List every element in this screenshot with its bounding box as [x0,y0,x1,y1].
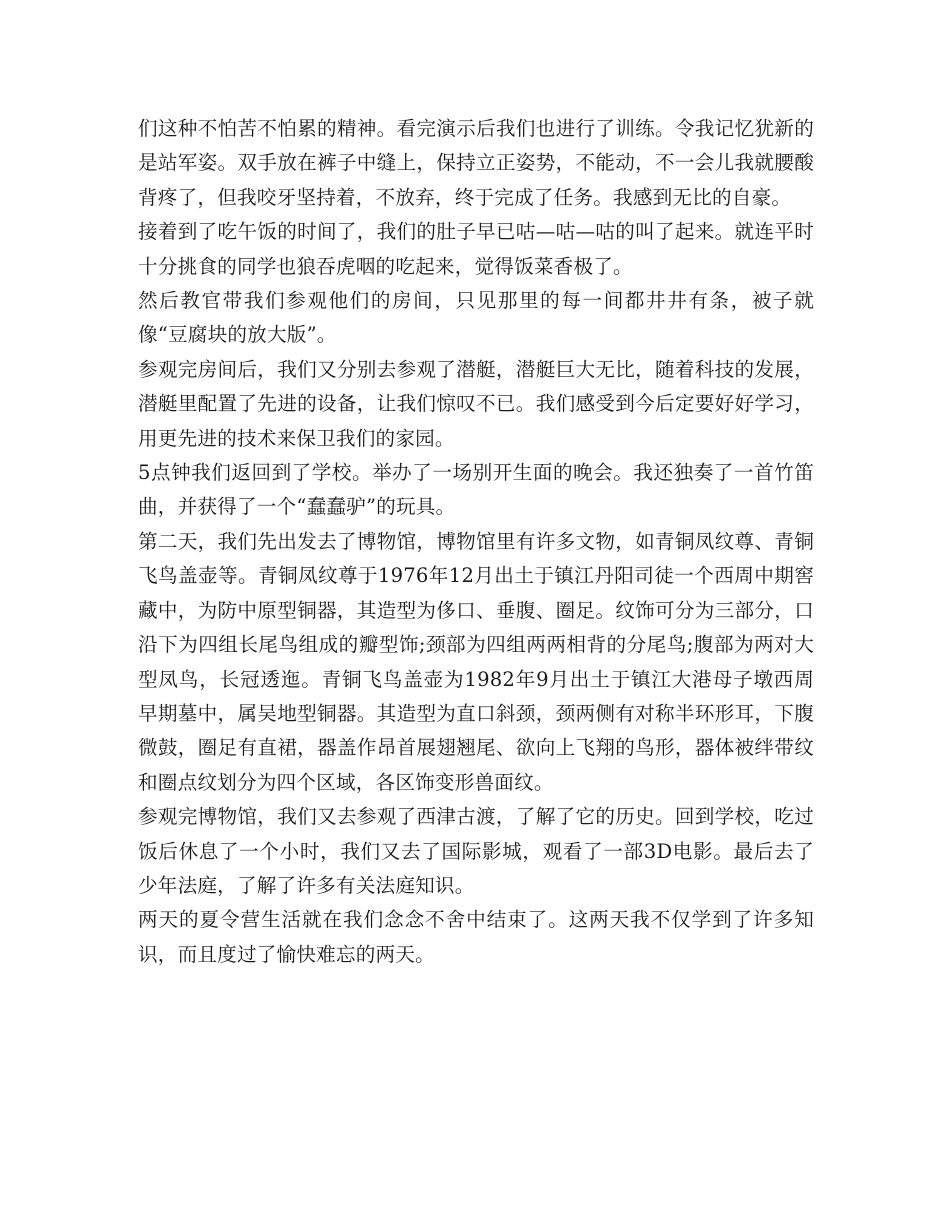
paragraph: 第二天，我们先出发去了博物馆，博物馆里有许多文物，如青铜凤纹尊、青铜飞鸟盖壶等。青铜凤纹尊于1976年12月出土于镇江丹阳司徒一个西周中期窖藏中，为防中原型铜器，其造型为侈口、垂腹、圈足。纹饰可分为三部分，口沿下为四组长尾鸟组成的瓣型饰;颈部为四组两两相背的分尾鸟;腹部为两对大型凤鸟，长冠透迤。青铜飞鸟盖壶为1982年9月出土于镇江大港母子墩西周早期墓中，属吴地型铜器。其造型为直口斜颈，颈两侧有对称半环形耳，下腹微鼓，圈足有直裙，器盖作昂首展翅翘尾、欲向上飞翔的鸟形，器体被绊带纹和圈点纹划分为四个区域，各区饰变形兽面纹。 [138,529,814,794]
document-body [138,112,814,972]
paragraph: 参观完博物馆，我们又去参观了西津古渡，了解了它的历史。回到学校，吃过饭后休息了一个小时，我们又去了国际影城，观看了一部3D电影。最后去了少年法庭，了解了许多有关法庭知识。 [138,805,814,897]
paragraph: 两天的夏令营生活就在我们念念不舍中结束了。这两天我不仅学到了许多知识，而且度过了愉快难忘的两天。 [138,908,814,966]
paragraph: 5点钟我们返回到了学校。举办了一场别开生面的晚会。我还独奏了一首竹笛曲，并获得了一个“蠢蠢驴”的玩具。 [138,461,814,519]
paragraph: 接着到了吃午饭的时间了，我们的肚子早已咕—咕—咕的叫了起来。就连平时十分挑食的同学也狼吞虎咽的吃起来，觉得饭菜香极了。 [138,220,814,278]
paragraph: 参观完房间后，我们又分别去参观了潜艇，潜艇巨大无比，随着科技的发展，潜艇里配置了先进的设备，让我们惊叹不已。我们感受到今后定要好好学习，用更先进的技术来保卫我们的家园。 [138,357,814,450]
paragraph: 们这种不怕苦不怕累的精神。看完演示后我们也进行了训练。令我记忆犹新的是站军姿。双手放在裤子中缝上，保持立正姿势，不能动，不一会儿我就腰酸背疼了，但我咬牙坚持着，不放弃，终于完成了任务。我感到无比的自豪。 [138,117,814,209]
paragraph: 然后教官带我们参观他们的房间，只见那里的每一间都井井有条，被子就像“豆腐块的放大版”。 [138,289,814,347]
